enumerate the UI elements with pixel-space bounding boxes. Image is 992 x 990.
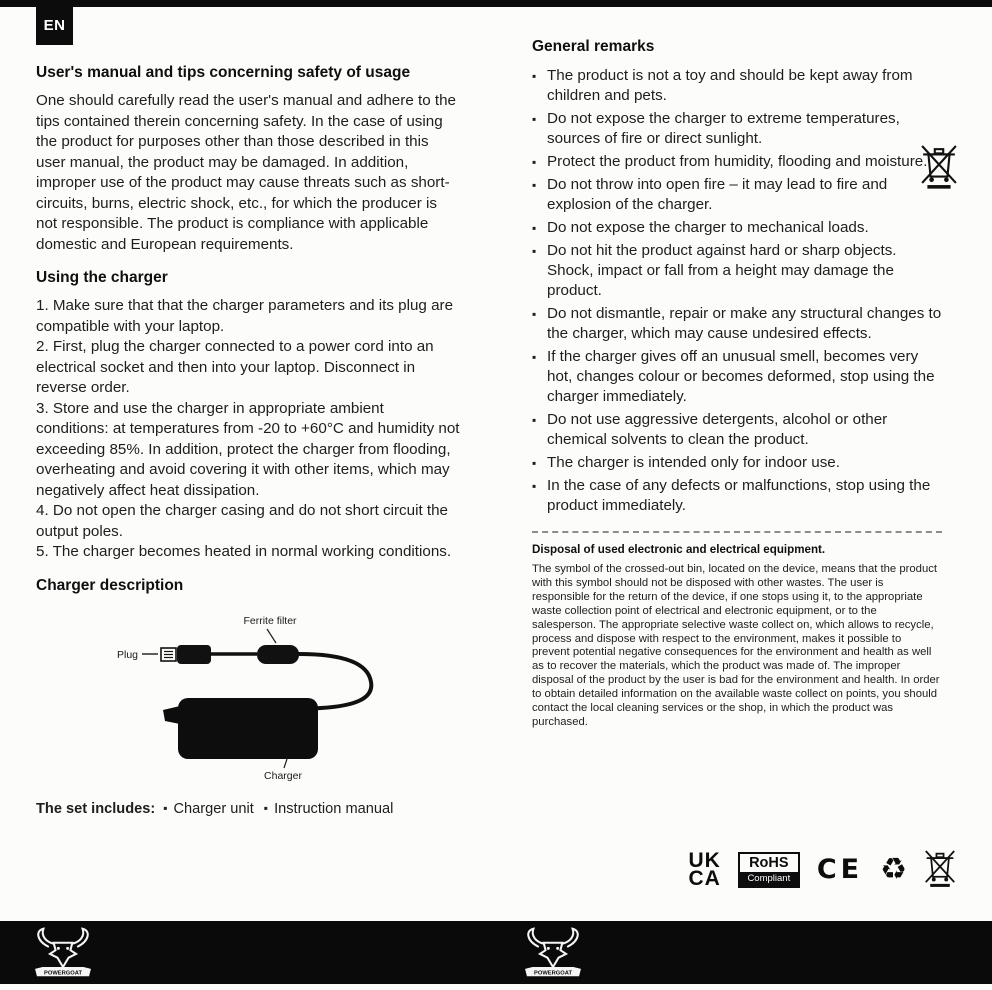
remark-item: ▪ Do not hit the product against hard or sharp objects. Shock, impact or fall from a height may damage the product. (532, 241, 942, 301)
charger-diagram (36, 604, 460, 791)
dashed-divider (532, 531, 942, 533)
usage-step: 2. First, plug the charger connected to a power cord into an electrical socket and then into your laptop. Disconnect in reverse order. (36, 338, 434, 396)
remark-item: ▪ In the case of any defects or malfunctions, stop using the product immediately. (532, 476, 942, 516)
remarks-list (532, 66, 942, 516)
usage-step: 5. The charger becomes heated in normal working conditions. (36, 543, 452, 560)
rohs-text: RoHS (749, 854, 789, 871)
left-column (36, 64, 460, 817)
rohs-mark (738, 852, 800, 888)
description-section-heading: Charger description (36, 576, 184, 594)
remark-item: ▪ The product is not a toy and should be kept away from children and pets. (532, 66, 942, 106)
remark-item: ▪ If the charger gives off an unusual smell, becomes very hot, changes colour or becomes deformed, stop using the charger immediately. (532, 347, 942, 407)
remarks-section-heading: General remarks (532, 38, 655, 55)
ukca-text: UK (688, 848, 721, 872)
set-includes (36, 801, 460, 817)
plug-icon (161, 645, 211, 664)
cable-connector (163, 706, 180, 724)
disposal-section-heading: Disposal of used electronic and electrical equipment. (532, 543, 826, 556)
set-includes-item: ▪ Charger unit (163, 801, 254, 817)
usage-step: 4. Do not open the charger casing and do not short circuit the output poles. (36, 502, 449, 540)
remark-item: ▪ Do not use aggressive detergents, alcohol or other chemical solvents to clean the product. (532, 410, 942, 450)
pointer-line (284, 759, 287, 768)
set-includes-item: ▪ Instruction manual (264, 801, 394, 817)
ferrite-filter-label: Ferrite filter (243, 614, 297, 627)
plug-label: Plug (116, 648, 138, 661)
recycle-icon: ♻ (880, 852, 907, 886)
charger-label: Charger (264, 769, 302, 782)
top-border-bar (0, 0, 992, 7)
powergoat-logo (32, 926, 94, 985)
remark-item: ▪ Do not expose the charger to extreme temperatures, sources of fire or direct sunlight. (532, 109, 942, 149)
weee-bin-icon (924, 846, 956, 893)
footer-bar (0, 921, 992, 984)
remark-item: ▪ Protect the product from humidity, flooding and moisture. (532, 152, 942, 172)
remark-item: ▪ Do not throw into open fire – it may lead to fire and explosion of the charger. (532, 175, 942, 215)
language-badge: EN (36, 5, 73, 45)
rohs-compliant-text: Compliant (740, 872, 798, 886)
weee-bin-icon (920, 140, 958, 195)
pointer-line (267, 629, 276, 643)
safety-section-heading: User's manual and tips concerning safety of usage (36, 64, 411, 81)
disposal-section-body: The symbol of the crossed-out bin, located on the device, means that the product with this symbol should not be disposed with other wastes. The user is responsible for the return of the device, if one stops using it, to the appropriate waste collection point of electrical and electronic equipment, or to the salesperson. The appropriate selective waste collect on, which allows to recycle, process and dispose with respect to the environment, makes it possible to prevent potential negative consequences for the environment and health as well as to recover the materials, which the product was made of. The improper disposal of the product by the user is bad for the environment and health. In order to obtain detailed information on the available waste collect on points, you should contact the local cleaning services or the shop, in which the product was purchased. (532, 563, 940, 728)
usage-step: 1. Make sure that that the charger parameters and its plug are compatible with your laptop. (36, 297, 454, 335)
safety-section-body: One should carefully read the user's manual and adhere to the tips contained therein concerning safety. In the case of using the product for purposes other than those described in this user manual, the product may be damaged. In addition, improper use of the product may cause threats such as short-circuits, burns, electric shock, etc., for which the producer is not responsible. The product is compliance with applicable domestic and European requirements. (36, 92, 456, 253)
ukca-mark (688, 848, 721, 890)
right-column (532, 38, 942, 730)
powergoat-logo (522, 926, 584, 985)
ferrite-filter-icon (257, 645, 299, 664)
remark-item: ▪ The charger is intended only for indoor use. (532, 453, 942, 473)
usage-section-heading: Using the charger (36, 269, 168, 286)
remark-item: ▪ Do not expose the charger to mechanical loads. (532, 218, 942, 238)
compliance-marks (532, 846, 956, 893)
set-includes-label: The set includes: (36, 800, 156, 817)
brand-banner-text: POWERGOAT (43, 970, 83, 977)
ce-mark: CE (816, 854, 864, 885)
ukca-text: CA (688, 866, 721, 890)
brand-banner-text: POWERGOAT (533, 970, 573, 977)
remark-item: ▪ Do not dismantle, repair or make any structural changes to the charger, which may cause undesired effects. (532, 304, 942, 344)
usage-step: 3. Store and use the charger in appropriate ambient conditions: at temperatures from -20 to +60°C and humidity not exceeding 85%. In addition, protect the charger from flooding, overheating and avoid covering it with other items, which may negatively affect heat dissipation. (36, 399, 460, 499)
charger-body (178, 698, 318, 759)
